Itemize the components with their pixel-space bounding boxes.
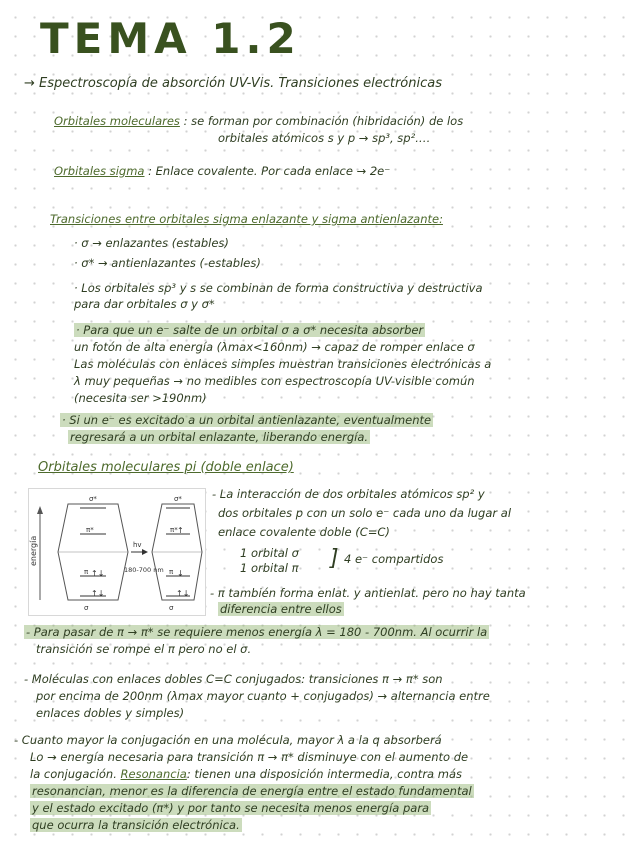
orbitales-moleculares-line1 [54,114,463,128]
left-pi-label: π [84,568,89,576]
page-title: TEMA 1.2 [40,14,301,63]
right-sigma-electrons: ↑↓ [176,589,190,598]
right-pi-label: π [169,568,174,576]
conjugacion-l3-a: la conjugación. [30,767,117,781]
orbitales-moleculares-label: Orbitales moleculares [54,114,180,128]
transiciones-b4-l4: λ muy pequeñas → no medibles con espectroscopía UV-visible común [74,374,475,388]
conjugados-l2: por encima de 200nm (λmax mayor cuanto + conjugados) → alternancia entre [36,689,490,703]
pi-brace-result: 4 e⁻ compartidos [344,552,444,566]
transiciones-b4-l1 [74,323,425,337]
transiciones-b5-l2-text: regresará a un orbital enlazante, liberando energía. [70,430,369,444]
transiciones-heading: Transiciones entre orbitales sigma enlazante y sigma antienlazante: [50,212,443,226]
right-pi-star-electron: ↑ [177,526,184,535]
pi-a2-l2-text: diferencia entre ellos [220,602,342,616]
conjugacion-l2: Lo → energía necesaria para transición π → π* disminuye con el aumento de [30,750,469,764]
conjugacion-l1: - Cuanto mayor la conjugación en una molécula, mayor λ a la q absorberá [14,733,442,747]
conjugacion-l6 [30,818,242,832]
orbitales-sigma-line [54,164,390,178]
resonancia-term: Resonancia [120,767,187,781]
right-sigma-star-label: σ* [174,495,182,503]
para-pasar-l1 [24,625,489,639]
conjugacion-l4 [30,784,474,798]
para-pasar-l2: transición se rompe el π pero no el σ. [36,642,252,656]
orbitales-sigma-label: Orbitales sigma [54,164,145,178]
pi-brace-2: 1 orbital π [240,561,299,575]
range-label: 180-700 nm [124,566,164,574]
conjugacion-l5-text: y el estado excitado (π*) y por tanto se necesita menos energía para [32,801,430,815]
transiciones-b2: · σ* → antienlazantes (-estables) [74,256,261,270]
transiciones-b4-l1-text: · Para que un e⁻ salte de un orbital σ a σ* necesita absorber [76,323,424,337]
right-sigma-label: σ [169,604,174,612]
transiciones-b3-l1: · Los orbitales sp³ y s se combinan de forma constructiva y destructiva [74,281,483,295]
transiciones-b1: · σ → enlazantes (estables) [74,236,229,250]
transiciones-b4-l5: (necesita ser >190nm) [74,391,207,405]
orbitales-moleculares-line2: orbitales atómicos s y p → sp³, sp².… [218,131,431,145]
right-pi-electron: ↓ [177,569,184,578]
left-sigma-label: σ [84,604,89,612]
transiciones-b5-l2 [68,430,370,444]
conjugados-l3: enlaces dobles y simples) [36,706,185,720]
transiciones-b5-l1-text: · Si un e⁻ es excitado a un orbital antienlazante, eventualmente [62,413,432,427]
pi-a1-l2: dos orbitales p con un solo e⁻ cada uno da lugar al [218,506,512,520]
transiciones-b4-l3: Las moléculas con enlaces simples muestran transiciones electrónicas a [74,357,492,371]
hv-label: hv [133,541,142,549]
orbitales-moleculares-text1: : se forman por combinación (hibridación) de los [183,114,464,128]
orbitales-pi-heading: Orbitales moleculares pi (doble enlace) [38,460,294,475]
orbital-energy-diagram [28,488,206,616]
conjugados-l1: - Moléculas con enlaces dobles C=C conjugados: transiciones π → π* son [24,672,443,686]
subtitle: → Espectroscopía de absorción UV-Vis. Transiciones electrónicas [24,76,442,91]
left-pi-electrons: ↑↓ [91,569,105,578]
para-pasar-l1-text: - Para pasar de π → π* se requiere menos energía λ = 180 - 700nm. Al ocurrir la [26,625,488,639]
conjugacion-l5 [30,801,431,815]
conjugacion-l3 [30,767,462,781]
left-sigma-star-label: σ* [89,495,97,503]
pi-brace-symbol: ] [330,546,339,571]
orbitales-sigma-text: : Enlace covalente. Por cada enlace → 2e⁻ [148,164,391,178]
pi-a2-l1-text: - π también forma enlat. y antienlat. pero no hay tanta [210,586,526,600]
right-pi-star-label: π* [170,526,178,534]
pi-a2-l1 [210,586,526,600]
pi-a2-l2 [218,602,344,616]
transiciones-b4-l2: un fotón de alta energía (λmax<160nm) → capaz de romper enlace σ [74,340,475,354]
conjugacion-l3-b: : tienen una disposición intermedia, contra más [186,767,462,781]
pi-brace-1: 1 orbital σ [240,546,299,560]
transiciones-b3-l2: para dar orbitales σ y σ* [74,297,215,311]
left-sigma-electrons: ↑↓ [91,589,105,598]
conjugacion-l6-text: que ocurra la transición electrónica. [32,818,240,832]
left-pi-star-label: π* [86,526,94,534]
pi-a1-l3: enlace covalente doble (C=C) [218,525,390,539]
transiciones-b5-l1 [60,413,433,427]
pi-a1-l1: - La interacción de dos orbitales atómicos sp² y [212,487,485,501]
conjugacion-l4-text: resonancian, menor es la diferencia de energía entre el estado fundamental [32,784,472,798]
energy-label: energía [29,535,38,566]
